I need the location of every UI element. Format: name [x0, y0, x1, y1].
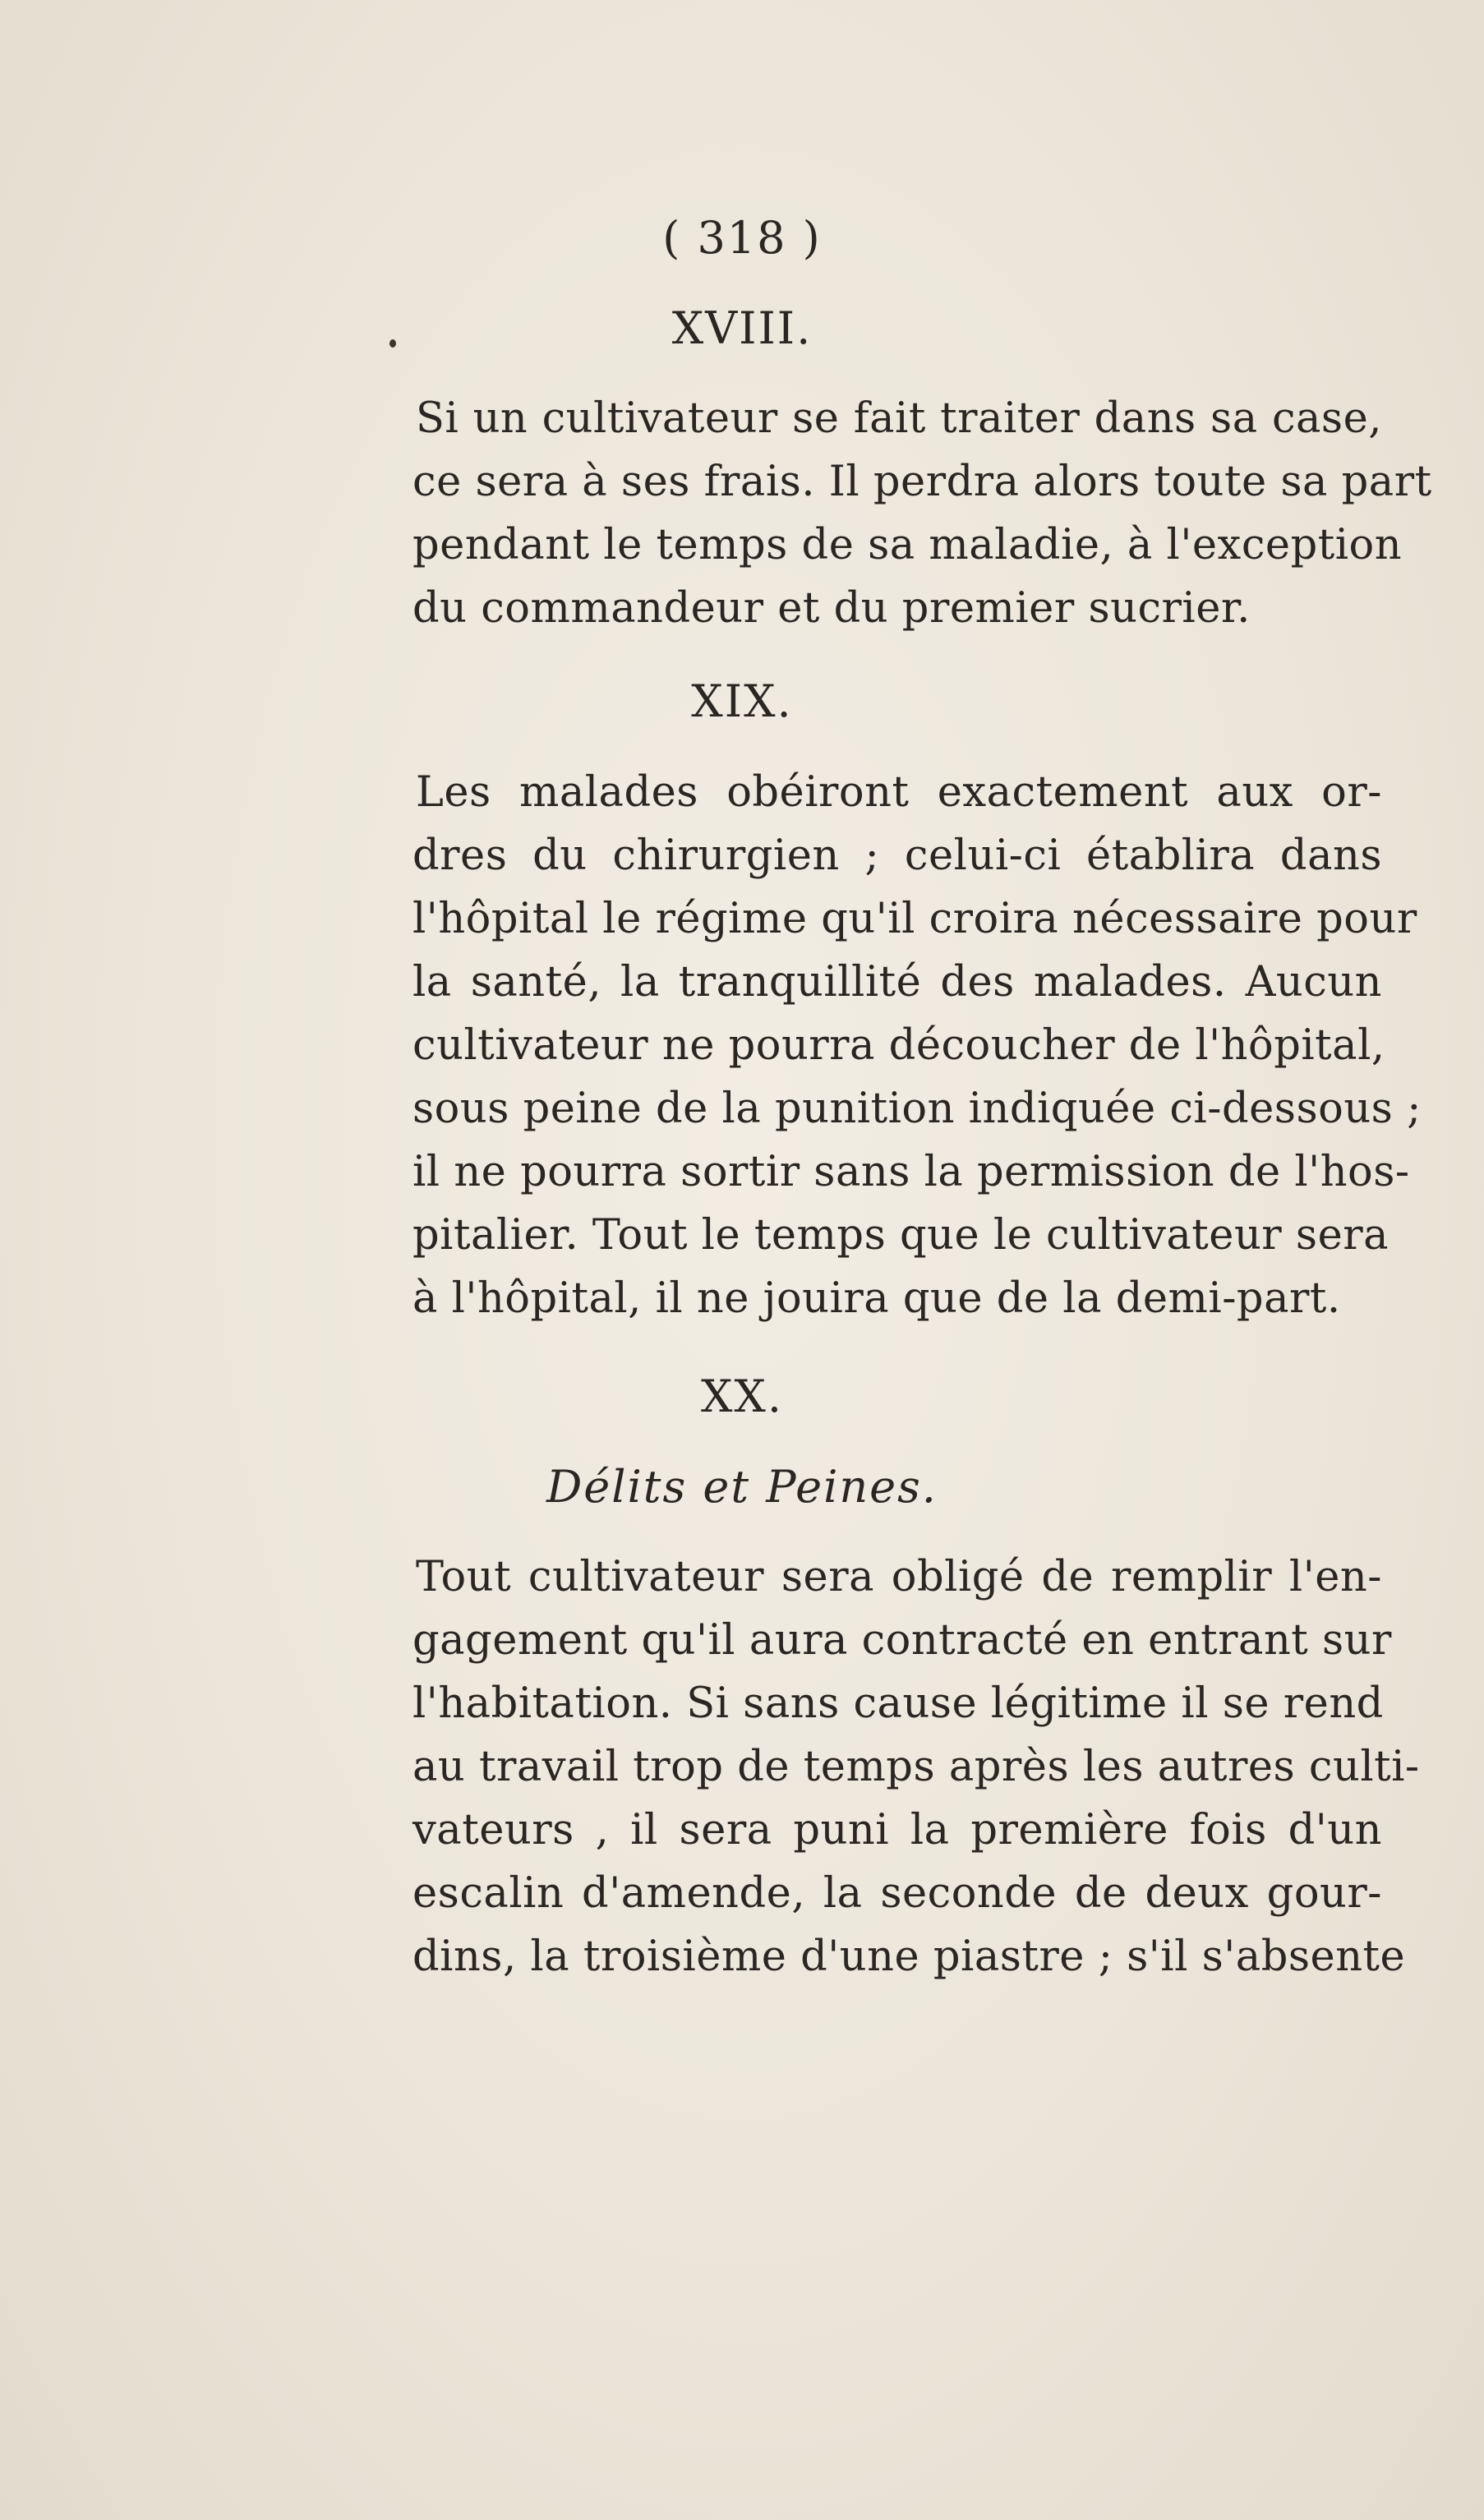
- paragraph-line: escalin d'amende, la seconde de deux gour-: [412, 1869, 1382, 1918]
- paragraph-line: sous peine de la punition indiquée ci-dessous ;: [412, 1085, 1422, 1133]
- paragraph-line: dres du chirurgien ; celui-ci établira dans: [412, 832, 1382, 880]
- paragraph-line: gagement qu'il aura contracté en entrant sur: [412, 1616, 1392, 1665]
- paragraph-line: Si un cultivateur se fait traiter dans sa case,: [416, 394, 1382, 443]
- paragraph-line: la santé, la tranquillité des malades. Aucun: [412, 958, 1382, 1007]
- paragraph-line: à l'hôpital, il ne jouira que de la demi-part.: [412, 1274, 1341, 1323]
- paragraph-line: l'habitation. Si sans cause légitime il se rend: [412, 1679, 1384, 1728]
- section-heading-xviii: XVIII.: [671, 302, 813, 354]
- paragraph-line: cultivateur ne pourra découcher de l'hôpital,: [412, 1021, 1385, 1070]
- page-number: ( 318 ): [662, 212, 822, 264]
- paragraph-line: Les malades obéiront exactement aux or-: [416, 768, 1382, 817]
- section-subtitle: Délits et Peines.: [546, 1461, 938, 1513]
- paragraph-line: vateurs , il sera puni la première fois d'un: [412, 1806, 1382, 1854]
- paragraph-line: l'hôpital le régime qu'il croira nécessaire pour: [412, 895, 1417, 943]
- paragraph-line: Tout cultivateur sera obligé de remplir l'en-: [416, 1553, 1382, 1601]
- section-heading-xix: XIX.: [691, 675, 793, 727]
- paragraph-line: pendant le temps de sa maladie, à l'exception: [412, 521, 1403, 569]
- paragraph-line: au travail trop de temps après les autres culti-: [412, 1743, 1420, 1791]
- section-heading-xx: XX.: [700, 1371, 784, 1422]
- paragraph-line: ce sera à ses frais. Il perdra alors toute sa part: [412, 458, 1432, 506]
- paragraph-line: pitalier. Tout le temps que le cultivateur sera: [412, 1211, 1390, 1260]
- paragraph-line: il ne pourra sortir sans la permission de l'hos-: [412, 1148, 1410, 1196]
- paragraph-line: dins, la troisième d'une piastre ; s'il s'absente: [412, 1933, 1406, 1981]
- paragraph-line: du commandeur et du premier sucrier.: [412, 584, 1251, 633]
